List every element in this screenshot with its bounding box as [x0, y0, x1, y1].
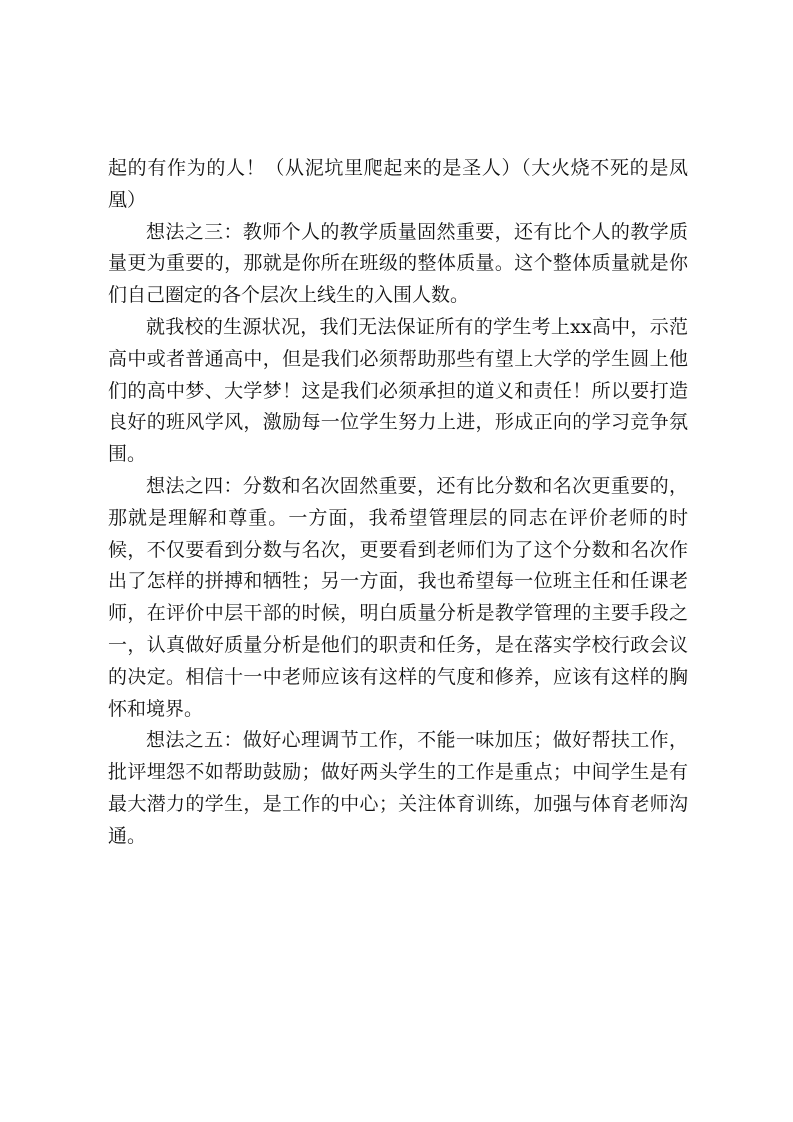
document-page [108, 153, 688, 853]
paragraph-idea-four: 想法之四：分数和名次固然重要，还有比分数和名次更重要的，那就是理解和尊重。一方面，我希望管理层的同志在评价老师的时候，不仅要看到分数与名次，更要看到老师们为了这个分数和名次作出了怎样的拼搏和牺牲；另一方面，我也希望每一位班主任和任课老师，在评价中层干部的时候，明白质量分析是教学管理的主要手段之一，认真做好质量分析是他们的职责和任务，是在落实学校行政会议的决定。相信十一中老师应该有这样的气度和修养，应该有这样的胸怀和境界。 [108, 474, 688, 720]
paragraph-idea-five: 想法之五：做好心理调节工作，不能一味加压；做好帮扶工作，批评埋怨不如帮助鼓励；做好两头学生的工作是重点；中间学生是有最大潜力的学生，是工作的中心；关注体育训练，加强与体育老师沟通。 [108, 729, 688, 847]
paragraph-idea-three: 想法之三：教师个人的教学质量固然重要，还有比个人的教学质量更为重要的，那就是你所在班级的整体质量。这个整体质量就是你们自己圈定的各个层次上线生的入围人数。 [108, 220, 688, 307]
paragraph-student-source: 就我校的生源状况，我们无法保证所有的学生考上xx高中，示范高中或者普通高中，但是我们必须帮助那些有望上大学的学生圆上他们的高中梦、大学梦！这是我们必须承担的道义和责任！所以要打造良好的班风学风，激励每一位学生努力上进，形成正向的学习竞争氛围。 [108, 315, 688, 466]
paragraph-continuation: 起的有作为的人！（从泥坑里爬起来的是圣人）（大火烧不死的是凤凰） [108, 157, 688, 211]
